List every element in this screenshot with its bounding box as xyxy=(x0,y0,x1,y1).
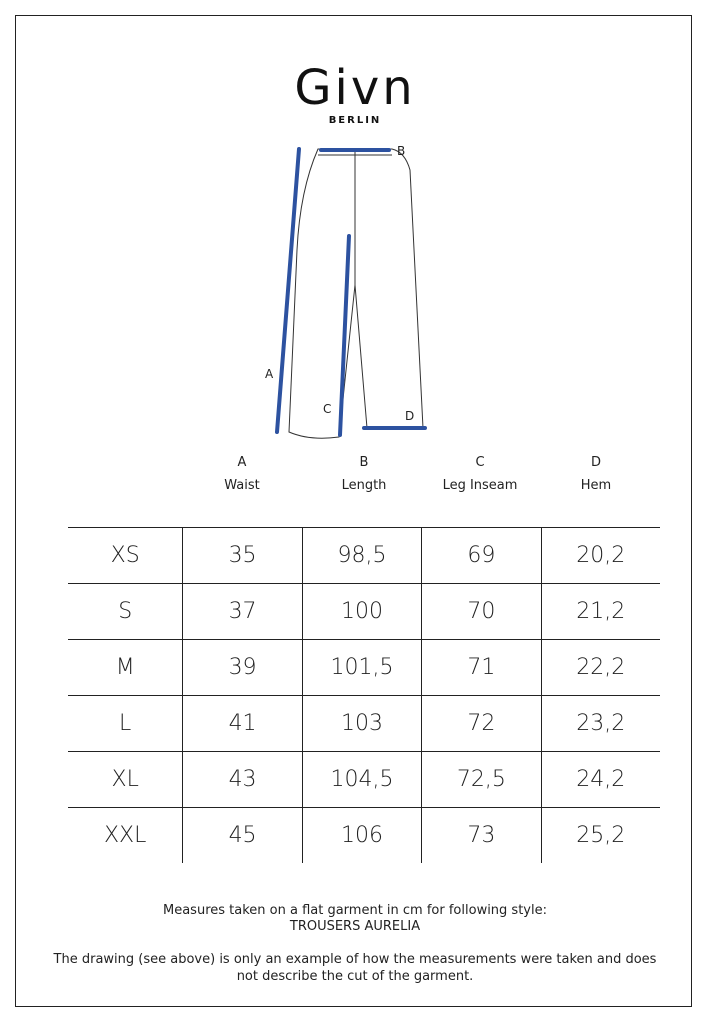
column-name-hem: Hem xyxy=(580,478,612,493)
length-cell: 104,5 xyxy=(302,752,421,808)
table-row xyxy=(68,528,660,584)
label-d: D xyxy=(405,409,415,423)
length-cell: 101,5 xyxy=(302,640,421,696)
trousers-diagram xyxy=(0,0,710,450)
length-cell: 100 xyxy=(302,584,421,640)
size-cell: S xyxy=(118,599,133,624)
hem-cell: 20,2 xyxy=(541,528,660,584)
measure-line-c xyxy=(340,236,349,435)
waist-cell: 41 xyxy=(183,696,302,752)
table-row xyxy=(68,752,660,808)
size-cell: XXL xyxy=(103,823,147,848)
hem-cell: 23,2 xyxy=(541,696,660,752)
brand-logo: Givn xyxy=(294,60,416,116)
note-measures: Measures taken on a flat garment in cm for following style: xyxy=(163,903,547,918)
inseam-cell: 72 xyxy=(422,696,541,752)
brand-location: BERLIN xyxy=(328,115,382,126)
length-cell: 106 xyxy=(302,808,421,864)
trousers-outline-path xyxy=(289,149,423,438)
column-name-length: Length xyxy=(341,478,387,493)
column-letter-b: B xyxy=(359,455,369,470)
inseam-cell: 69 xyxy=(422,528,541,584)
trousers-outline xyxy=(289,149,423,438)
hem-cell: 24,2 xyxy=(541,752,660,808)
column-letter-c: C xyxy=(475,455,485,470)
size-table xyxy=(68,527,660,863)
inseam-cell: 73 xyxy=(422,808,541,864)
note-style-name: TROUSERS AURELIA xyxy=(289,919,421,934)
column-name-leg-inseam: Leg Inseam xyxy=(442,478,518,493)
inseam-cell: 70 xyxy=(422,584,541,640)
waist-cell: 39 xyxy=(183,640,302,696)
column-letter-a: A xyxy=(237,455,247,470)
table-row xyxy=(68,808,660,864)
size-cell: XS xyxy=(110,543,140,568)
waist-cell: 35 xyxy=(183,528,302,584)
label-b: B xyxy=(397,144,406,158)
column-name-waist: Waist xyxy=(224,478,260,493)
label-a: A xyxy=(265,367,274,381)
hem-cell: 25,2 xyxy=(541,808,660,864)
table-row xyxy=(68,696,660,752)
hem-cell: 21,2 xyxy=(541,584,660,640)
note-disclaimer-line1: The drawing (see above) is only an example of how the measurements were taken and does xyxy=(53,952,657,967)
waist-cell: 45 xyxy=(183,808,302,864)
label-c: C xyxy=(323,402,332,416)
hem-cell: 22,2 xyxy=(541,640,660,696)
length-cell: 98,5 xyxy=(302,528,421,584)
column-letter-d: D xyxy=(590,455,601,470)
table-row xyxy=(68,584,660,640)
size-cell: L xyxy=(119,711,132,736)
waist-cell: 43 xyxy=(183,752,302,808)
length-cell: 103 xyxy=(302,696,421,752)
size-cell: M xyxy=(115,655,135,680)
note-disclaimer-line2: not describe the cut of the garment. xyxy=(236,969,474,984)
size-cell: XL xyxy=(111,767,139,792)
inseam-cell: 71 xyxy=(422,640,541,696)
inseam-cell: 72,5 xyxy=(422,752,541,808)
waist-cell: 37 xyxy=(183,584,302,640)
table-row xyxy=(68,640,660,696)
